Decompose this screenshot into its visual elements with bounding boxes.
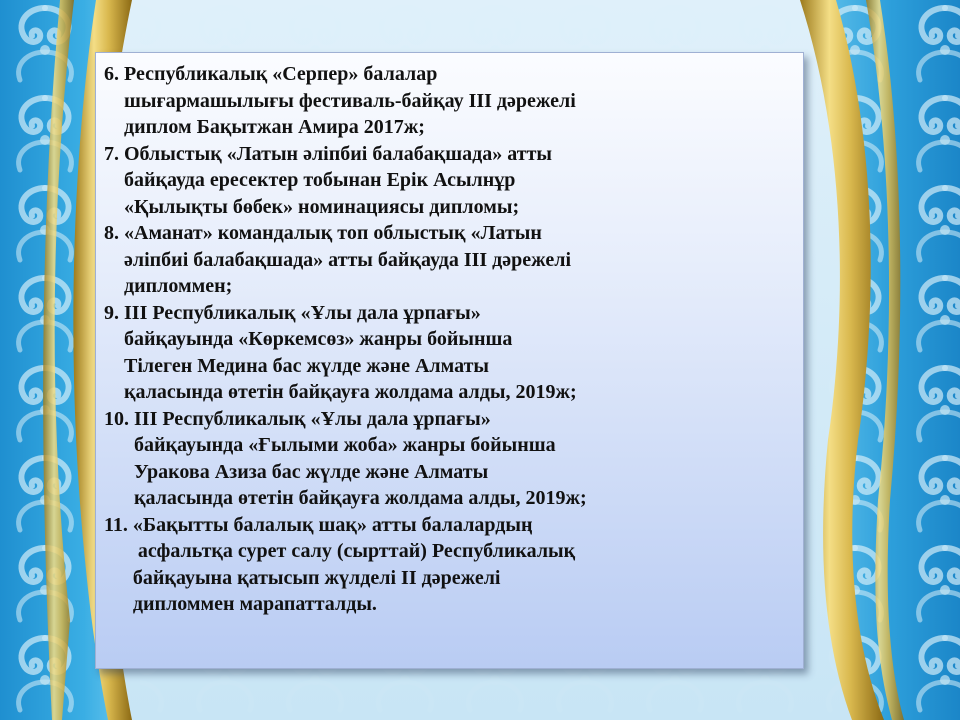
list-item-line: Уракова Азиза бас жүлде және Алматы [134, 460, 489, 483]
list-item [104, 61, 795, 141]
list-item-line: байқауында «Көркемсөз» жанры бойынша [124, 328, 513, 350]
list-item-text [124, 220, 571, 300]
list-item-line: Республикалық «Серпер» балалар [124, 63, 438, 85]
list-item-line: диплом Бақытжан Амира 2017ж; [124, 116, 425, 138]
list-item-number: 10. [104, 407, 129, 430]
list-item-number: 8. [104, 222, 119, 244]
list-item-line: Тілеген Медина бас жүлде және Алматы [124, 354, 490, 377]
list-item-line: «Бақытты балалық шақ» атты балалардың [132, 513, 533, 536]
list-item [104, 512, 795, 618]
list-item-line: Облыстық «Латын әліпбиі балабақшада» атты [124, 142, 553, 165]
list-item [104, 141, 795, 221]
list-item-text [124, 141, 552, 221]
list-item-line: қаласында өтетін байқауға жолдама алды, 2019ж; [124, 381, 577, 403]
list-item-line: әліпбиі балабақшада» атты байқауда ІІІ дәрежелі [124, 248, 572, 271]
list-item-number: 9. [104, 301, 119, 324]
list-item [104, 300, 795, 406]
list-item [104, 220, 795, 300]
list-item-line: «Аманат» командалық топ облыстық «Латын [124, 222, 542, 244]
list-item-number: 6. [104, 63, 119, 85]
list-item-line: байқауында «Ғылыми жоба» жанры бойынша [134, 434, 556, 456]
achievements-list [104, 61, 795, 618]
list-item-text [124, 61, 576, 141]
list-item-number: 11. [104, 513, 128, 536]
list-item-line: дипломмен марапатталды. [132, 593, 377, 615]
list-item-line: ІІІ Республикалық «Ұлы дала ұрпағы» [134, 407, 491, 430]
list-item-number: 7. [104, 142, 119, 165]
list-item-line: асфальтқа сурет салу (сырттай) Республикалық [132, 540, 576, 562]
list-item-line: ІІІ Республикалық «Ұлы дала ұрпағы» [124, 301, 481, 324]
list-item-text [134, 406, 587, 512]
list-item-line: байқауына қатысып жүлделі ІІ дәрежелі [132, 566, 501, 589]
list-item-text [124, 300, 577, 406]
list-item-line: қаласында өтетін байқауға жолдама алды, 2019ж; [134, 487, 587, 509]
content-card [95, 52, 804, 669]
list-item-line: шығармашылығы фестиваль-байқау ІІІ дәрежелі [124, 89, 576, 112]
list-item-line: «Қылықты бөбек» номинациясы дипломы; [124, 195, 520, 218]
list-item-text [133, 512, 575, 618]
list-item-line: дипломмен; [124, 275, 233, 297]
list-item-line: байқауда ересектер тобынан Ерік Асылнұр [124, 169, 516, 191]
list-item [104, 406, 795, 512]
